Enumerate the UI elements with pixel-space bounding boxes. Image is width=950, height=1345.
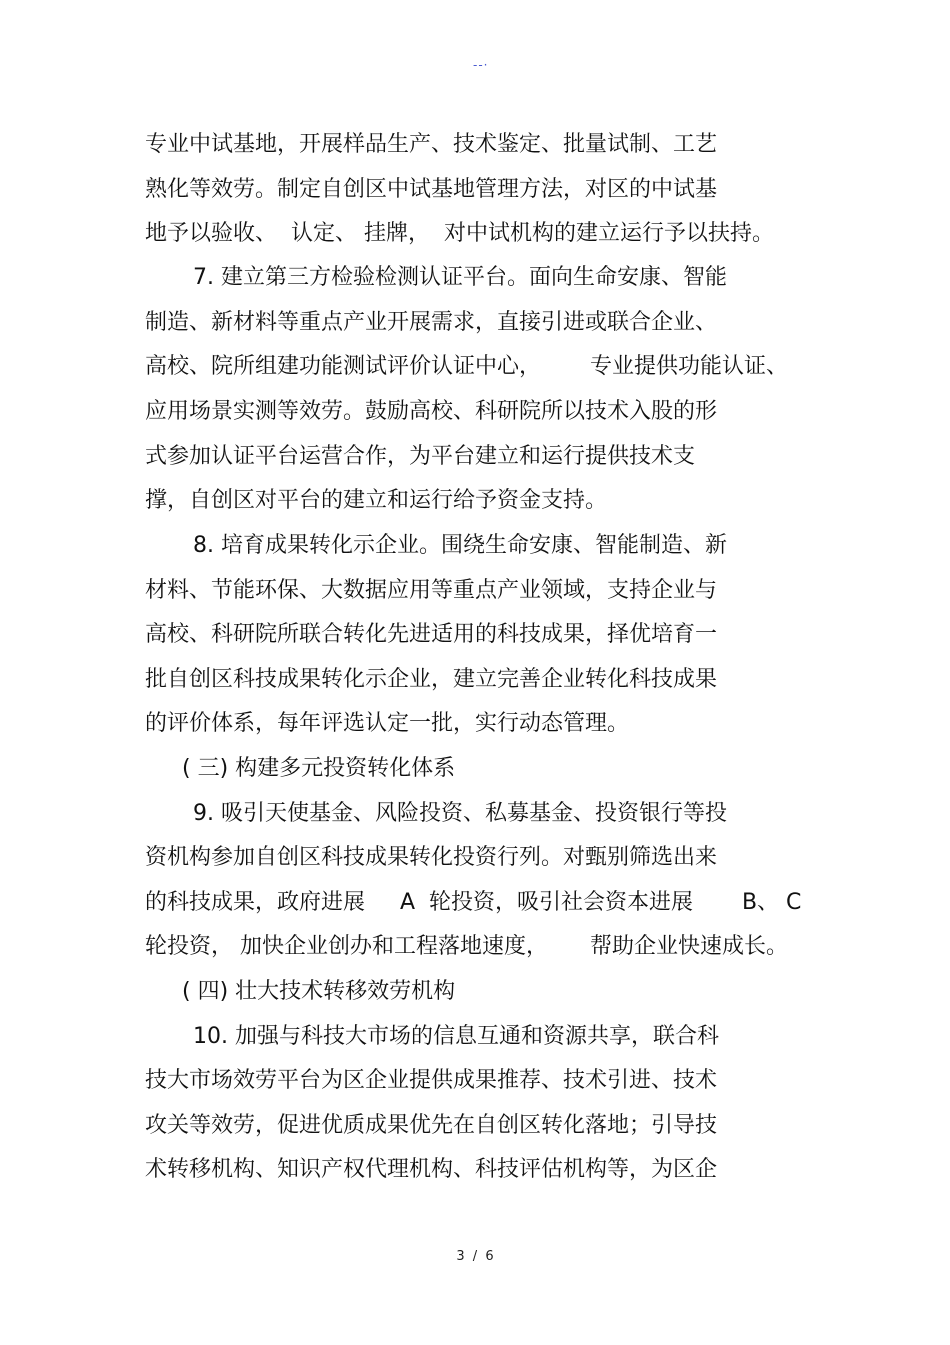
text-line: 8. 培育成果转化示企业。围绕生命安康、智能制造、新: [193, 533, 727, 558]
section-heading: ( 三) 构建多元投资转化体系: [182, 756, 456, 781]
text-line: 高校、院所组建功能测试评价认证中心， 专业提供功能认证、: [145, 354, 788, 379]
text-line: 地予以验收、 认定、 挂牌， 对中试机构的建立运行予以扶持。: [145, 221, 774, 246]
text-line: 的科技成果，政府进展 A 轮投资，吸引社会资本进展 B、 C: [145, 890, 802, 915]
text-line: 材料、节能环保、大数据应用等重点产业领域，支持企业与: [145, 578, 718, 603]
text-line: 的评价体系，每年评选认定一批，实行动态管理。: [145, 711, 630, 736]
text-line: 10. 加强与科技大市场的信息互通和资源共享，联合科: [193, 1024, 719, 1049]
text-line: 式参加认证平台运营合作，为平台建立和运行提供技术支: [145, 444, 696, 469]
text-line: 技大市场效劳平台为区企业提供成果推荐、技术引进、技术: [145, 1068, 718, 1093]
text-line: 7. 建立第三方检验检测认证平台。面向生命安康、智能: [193, 265, 727, 290]
text-line: 轮投资， 加快企业创办和工程落地速度， 帮助企业快速成长。: [145, 934, 788, 959]
text-line: 高校、科研院所联合转化先进适用的科技成果，择优培育一: [145, 622, 718, 647]
text-line: 应用场景实测等效劳。鼓励高校、科研院所以技术入股的形: [145, 399, 718, 424]
text-line: 资机构参加自创区科技成果转化投资行列。对甄别筛选出来: [145, 845, 718, 870]
text-line: 熟化等效劳。制定自创区中试基地管理方法，对区的中试基: [145, 177, 718, 202]
text-line: 撑，自创区对平台的建立和运行给予资金支持。: [145, 488, 608, 513]
text-line: 攻关等效劳，促进优质成果优先在自创区转化落地；引导技: [145, 1113, 718, 1138]
text-line: 术转移机构、知识产权代理机构、科技评估机构等，为区企: [145, 1157, 718, 1182]
text-line: 批自创区科技成果转化示企业，建立完善企业转化科技成果: [145, 667, 718, 692]
page-number: 3 / 6: [456, 1249, 494, 1264]
text-line: 9. 吸引天使基金、风险投资、私募基金、投资银行等投: [193, 801, 727, 826]
text-line: 专业中试基地，开展样品生产、技术鉴定、批量试制、工艺: [145, 132, 718, 157]
text-line: 制造、新材料等重点产业开展需求，直接引进或联合企业、: [145, 310, 718, 335]
section-heading: ( 四) 壮大技术转移效劳机构: [182, 979, 456, 1004]
header-mark: --·: [473, 58, 489, 72]
